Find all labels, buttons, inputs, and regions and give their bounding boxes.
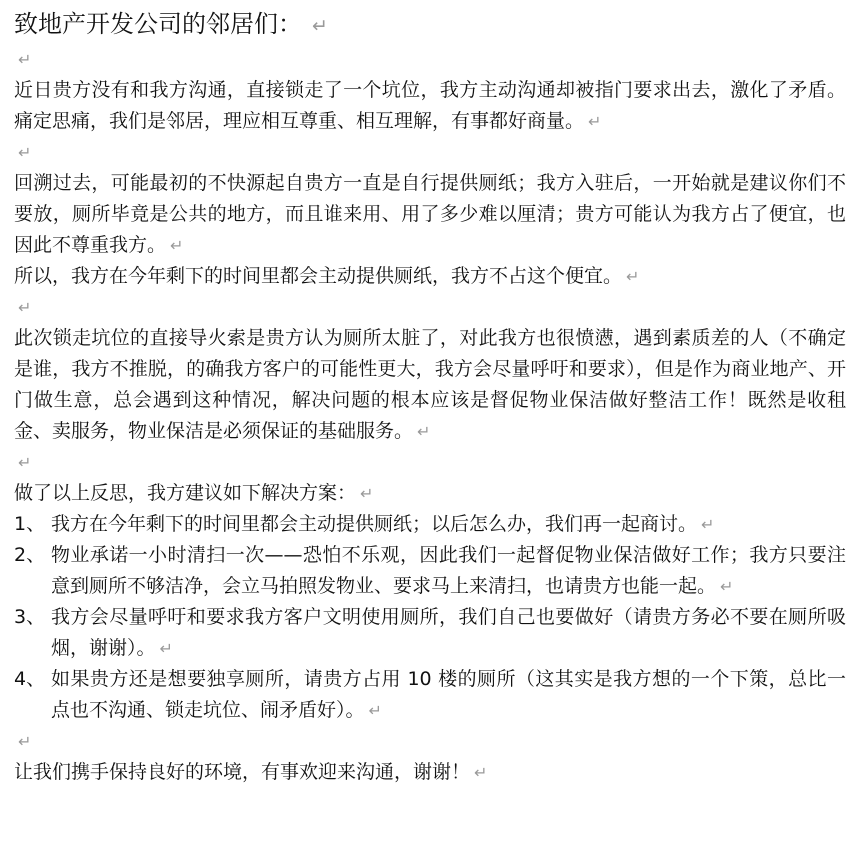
paragraph-closing — [14, 757, 846, 788]
blank-line — [14, 292, 846, 323]
paragraph-mark-icon: ↵ — [474, 763, 488, 782]
blank-line — [14, 137, 846, 168]
paragraph-mark-icon: ↵ — [360, 484, 374, 503]
paragraph-text: 近日贵方没有和我方沟通，直接锁走了一个坑位，我方主动沟通却被指门要求出去，激化了矛盾。痛定思痛，我们是邻居，理应相互尊重、相互理解，有事都好商量。 — [14, 79, 846, 132]
list-item-text: 物业承诺一小时清扫一次——恐怕不乐观，因此我们一起督促物业保洁做好工作；我方只要注意到厕所不够洁净，会立马拍照发物业、要求马上来清扫，也请贵方也能一起。 — [51, 544, 846, 597]
letter-title — [14, 8, 846, 44]
list-item — [14, 509, 846, 540]
list-item-number: 3、 — [14, 606, 46, 628]
paragraph-mark-icon: ↵ — [159, 639, 173, 658]
paragraph-history — [14, 168, 846, 261]
paragraph-mark-icon: ↵ — [368, 701, 382, 720]
paragraph-text: 让我们携手保持良好的环境，有事欢迎来沟通，谢谢！ — [14, 761, 471, 783]
document-body — [14, 8, 846, 788]
paragraph-mark-icon: ↵ — [18, 732, 32, 751]
list-item-number: 1、 — [14, 513, 46, 535]
blank-line — [14, 726, 846, 757]
paragraph-mark-icon: ↵ — [588, 112, 602, 131]
paragraph-tissue — [14, 261, 846, 292]
paragraph-text: 回溯过去，可能最初的不快源起自贵方一直是自行提供厕纸；我方入驻后，一开始就是建议你们不要放，厕所毕竟是公共的地方，而且谁来用、用了多少难以厘清；贵方可能认为我方占了便宜，也因此不尊重我方。 — [14, 172, 846, 256]
paragraph-text: 此次锁走坑位的直接导火索是贵方认为厕所太脏了，对此我方也很愤懑，遇到素质差的人（不确定是谁，我方不推脱，的确我方客户的可能性更大，我方会尽量呼吁和要求），但是作为商业地产、开门做生意，总会遇到这种情况，解决问题的根本应该是督促物业保洁做好整洁工作！既然是收租金、卖服务，物业保洁是必须保证的基础服务。 — [14, 327, 846, 442]
list-item — [14, 602, 846, 664]
list-item-number: 2、 — [14, 544, 46, 566]
blank-line — [14, 447, 846, 478]
paragraph-mark-icon: ↵ — [18, 143, 32, 162]
paragraph-mark-icon: ↵ — [18, 298, 32, 317]
list-item-text-wrap — [51, 602, 846, 664]
list-item — [14, 664, 846, 726]
list-item-number: 4、 — [14, 668, 46, 690]
paragraph-intro — [14, 75, 846, 137]
paragraph-cause — [14, 323, 846, 447]
list-item — [14, 540, 846, 602]
list-item-text: 如果贵方还是想要独享厕所，请贵方占用 10 楼的厕所（这其实是我方想的一个下策，总比一点也不沟通、锁走坑位、闹矛盾好）。 — [51, 668, 846, 721]
paragraph-mark-icon: ↵ — [170, 236, 184, 255]
paragraph-mark-icon: ↵ — [701, 515, 715, 534]
paragraph-mark-icon: ↵ — [417, 422, 431, 441]
letter-title-text: 致地产开发公司的邻居们： — [14, 10, 302, 38]
paragraph-mark-icon: ↵ — [18, 453, 32, 472]
list-item-text-wrap — [51, 509, 846, 540]
paragraph-mark-icon: ↵ — [312, 15, 328, 37]
list-item-text: 我方在今年剩下的时间里都会主动提供厕纸；以后怎么办，我们再一起商讨。 — [51, 513, 698, 535]
paragraph-mark-icon: ↵ — [18, 50, 32, 69]
blank-line — [14, 44, 846, 75]
list-item-text-wrap — [51, 664, 846, 726]
paragraph-proposal-intro — [14, 478, 846, 509]
list-item-text-wrap — [51, 540, 846, 602]
paragraph-mark-icon: ↵ — [720, 577, 734, 596]
paragraph-mark-icon: ↵ — [626, 267, 640, 286]
paragraph-text: 所以，我方在今年剩下的时间里都会主动提供厕纸，我方不占这个便宜。 — [14, 265, 623, 287]
list-item-text: 我方会尽量呼吁和要求我方客户文明使用厕所，我们自己也要做好（请贵方务必不要在厕所吸烟，谢谢）。 — [51, 606, 846, 659]
paragraph-text: 做了以上反思，我方建议如下解决方案： — [14, 482, 357, 504]
